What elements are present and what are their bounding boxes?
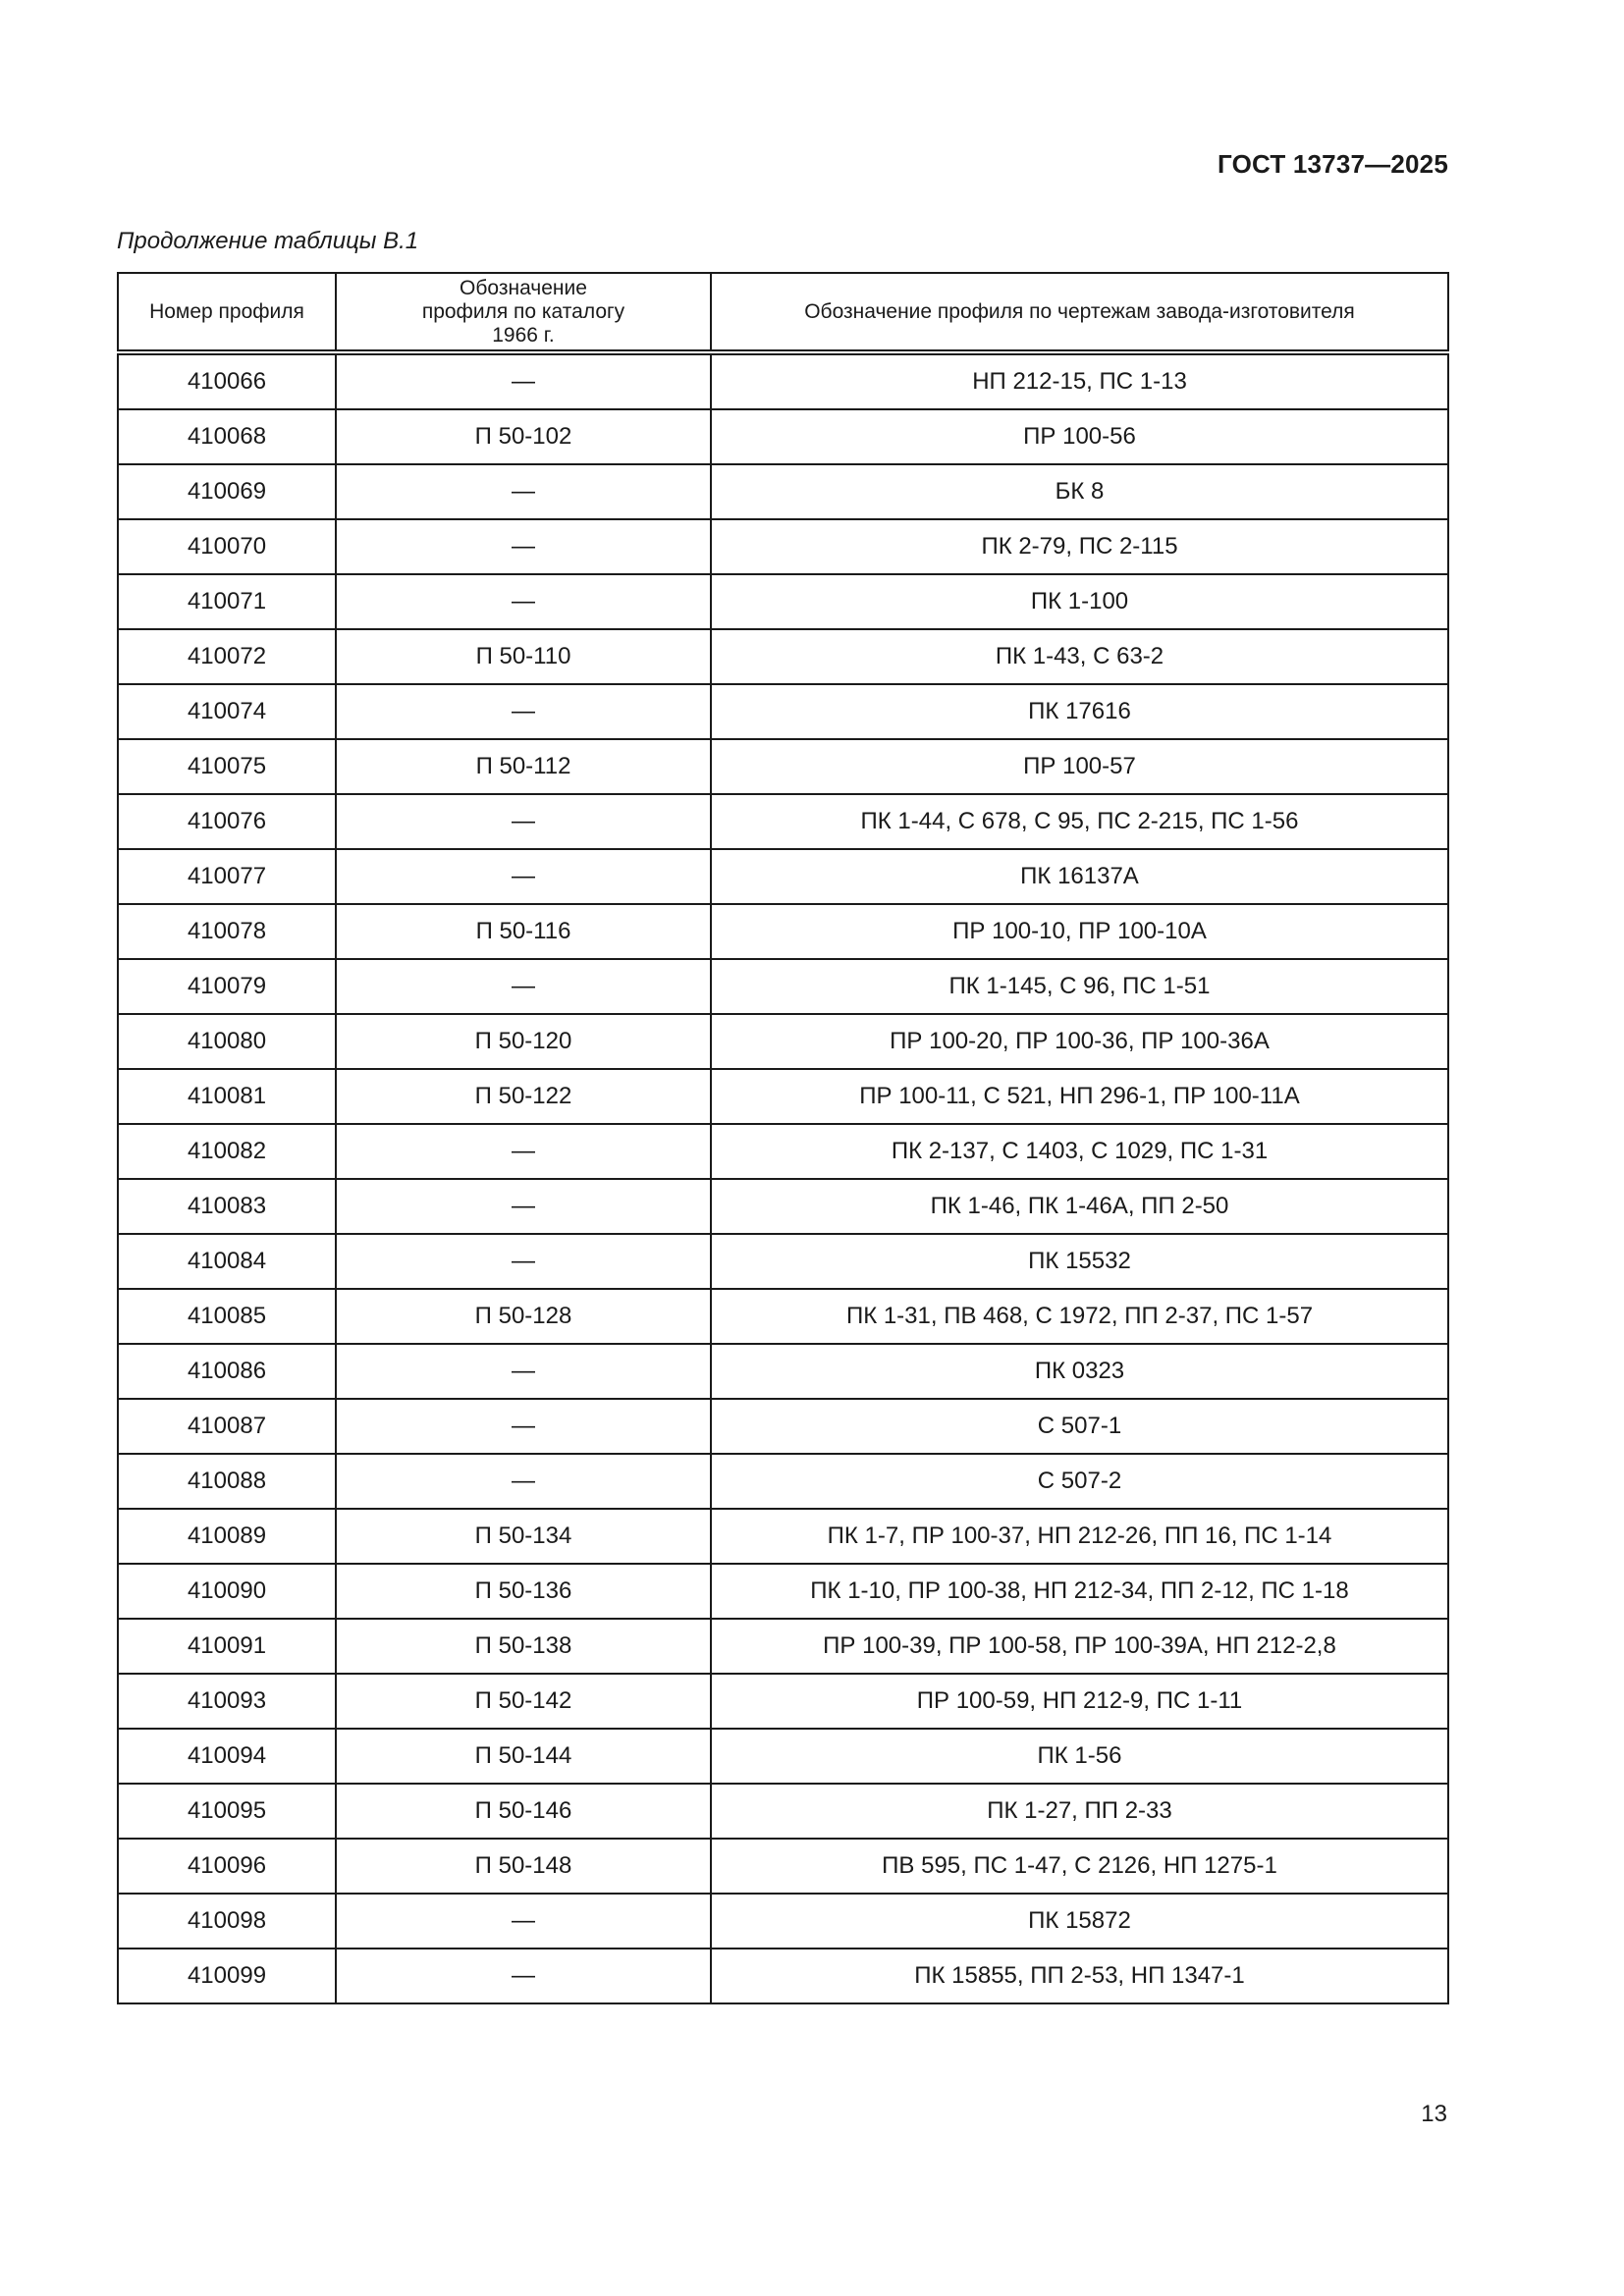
factory-drawing-cell: ПК 17616 [711, 684, 1448, 739]
profile-number-cell: 410071 [118, 574, 336, 629]
catalog-1966-cell: П 50-134 [336, 1509, 711, 1564]
profile-number-cell: 410084 [118, 1234, 336, 1289]
catalog-1966-cell: — [336, 959, 711, 1014]
profile-number-cell: 410088 [118, 1454, 336, 1509]
table-row [118, 739, 1448, 794]
factory-drawing-cell: ПК 15532 [711, 1234, 1448, 1289]
table-row [118, 1839, 1448, 1894]
table-body [118, 352, 1448, 2003]
catalog-1966-cell: П 50-144 [336, 1729, 711, 1784]
factory-drawing-cell: ПК 1-31, ПВ 468, С 1972, ПП 2-37, ПС 1-57 [711, 1289, 1448, 1344]
profile-number-cell: 410090 [118, 1564, 336, 1619]
factory-drawing-cell: ПК 1-44, С 678, С 95, ПС 2-215, ПС 1-56 [711, 794, 1448, 849]
catalog-1966-cell: — [336, 1124, 711, 1179]
table-row [118, 1344, 1448, 1399]
table-row [118, 1069, 1448, 1124]
table-row [118, 794, 1448, 849]
profile-number-cell: 410081 [118, 1069, 336, 1124]
catalog-1966-cell: — [336, 684, 711, 739]
column-header-factory-drawings: Обозначение профиля по чертежам завода-изготовителя [711, 273, 1448, 352]
profile-number-cell: 410085 [118, 1289, 336, 1344]
profile-number-cell: 410082 [118, 1124, 336, 1179]
factory-drawing-cell: С 507-1 [711, 1399, 1448, 1454]
factory-drawing-cell: ПР 100-39, ПР 100-58, ПР 100-39А, НП 212-2,8 [711, 1619, 1448, 1674]
factory-drawing-cell: ПК 1-100 [711, 574, 1448, 629]
table-row [118, 1289, 1448, 1344]
table-row [118, 904, 1448, 959]
catalog-1966-cell: — [336, 1179, 711, 1234]
column-header-profile-number: Номер профиля [118, 273, 336, 352]
catalog-1966-cell: П 50-112 [336, 739, 711, 794]
factory-drawing-cell: НП 212-15, ПС 1-13 [711, 352, 1448, 409]
factory-drawing-cell: ПК 2-137, С 1403, С 1029, ПС 1-31 [711, 1124, 1448, 1179]
factory-drawing-cell: ПК 15872 [711, 1894, 1448, 1949]
profiles-table [117, 272, 1449, 2004]
table-row [118, 409, 1448, 464]
column-header-catalog-1966-text: Обозначение профиля по каталогу 1966 г. [421, 276, 625, 347]
profile-number-cell: 410086 [118, 1344, 336, 1399]
table-row [118, 629, 1448, 684]
catalog-1966-cell: — [336, 1344, 711, 1399]
profile-number-cell: 410098 [118, 1894, 336, 1949]
document-code: ГОСТ 13737—2025 [1218, 149, 1448, 179]
catalog-1966-cell: — [336, 574, 711, 629]
factory-drawing-cell: ПР 100-57 [711, 739, 1448, 794]
factory-drawing-cell: ПК 1-46, ПК 1-46А, ПП 2-50 [711, 1179, 1448, 1234]
factory-drawing-cell: ПК 1-145, С 96, ПС 1-51 [711, 959, 1448, 1014]
factory-drawing-cell: ПК 15855, ПП 2-53, НП 1347-1 [711, 1949, 1448, 2003]
factory-drawing-cell: ПК 1-10, ПР 100-38, НП 212-34, ПП 2-12, ПС 1-18 [711, 1564, 1448, 1619]
table-row [118, 1564, 1448, 1619]
profile-number-cell: 410080 [118, 1014, 336, 1069]
profile-number-cell: 410077 [118, 849, 336, 904]
profile-number-cell: 410068 [118, 409, 336, 464]
factory-drawing-cell: ПК 2-79, ПС 2-115 [711, 519, 1448, 574]
profile-number-cell: 410079 [118, 959, 336, 1014]
profile-number-cell: 410076 [118, 794, 336, 849]
profile-number-cell: 410083 [118, 1179, 336, 1234]
factory-drawing-cell: ПК 1-56 [711, 1729, 1448, 1784]
catalog-1966-cell: П 50-146 [336, 1784, 711, 1839]
catalog-1966-cell: П 50-120 [336, 1014, 711, 1069]
table-row [118, 1619, 1448, 1674]
catalog-1966-cell: — [336, 794, 711, 849]
catalog-1966-cell: — [336, 464, 711, 519]
catalog-1966-cell: П 50-148 [336, 1839, 711, 1894]
table-row [118, 1399, 1448, 1454]
profile-number-cell: 410066 [118, 352, 336, 409]
table-row [118, 1509, 1448, 1564]
factory-drawing-cell: ПР 100-20, ПР 100-36, ПР 100-36А [711, 1014, 1448, 1069]
table-row [118, 1674, 1448, 1729]
column-header-catalog-1966 [336, 273, 711, 352]
catalog-1966-cell: П 50-142 [336, 1674, 711, 1729]
profile-number-cell: 410074 [118, 684, 336, 739]
table-row [118, 464, 1448, 519]
catalog-1966-cell: П 50-102 [336, 409, 711, 464]
profile-number-cell: 410091 [118, 1619, 336, 1674]
factory-drawing-cell: ПК 1-43, С 63-2 [711, 629, 1448, 684]
header-row [118, 273, 1448, 352]
table-row [118, 684, 1448, 739]
profile-number-cell: 410075 [118, 739, 336, 794]
profile-number-cell: 410089 [118, 1509, 336, 1564]
profile-number-cell: 410087 [118, 1399, 336, 1454]
catalog-1966-cell: — [336, 849, 711, 904]
profile-number-cell: 410099 [118, 1949, 336, 2003]
catalog-1966-cell: — [336, 1894, 711, 1949]
table-row [118, 1234, 1448, 1289]
catalog-1966-cell: П 50-136 [336, 1564, 711, 1619]
catalog-1966-cell: — [336, 1399, 711, 1454]
catalog-1966-cell: П 50-138 [336, 1619, 711, 1674]
table-row [118, 1124, 1448, 1179]
table-row [118, 1729, 1448, 1784]
catalog-1966-cell: П 50-110 [336, 629, 711, 684]
table-header [118, 273, 1448, 352]
catalog-1966-cell: — [336, 519, 711, 574]
table-row [118, 849, 1448, 904]
profile-number-cell: 410096 [118, 1839, 336, 1894]
profile-number-cell: 410069 [118, 464, 336, 519]
table-row [118, 1014, 1448, 1069]
table-row [118, 1784, 1448, 1839]
catalog-1966-cell: П 50-116 [336, 904, 711, 959]
factory-drawing-cell: С 507-2 [711, 1454, 1448, 1509]
profile-number-cell: 410078 [118, 904, 336, 959]
page-number: 13 [1421, 2101, 1447, 2127]
table-row [118, 1179, 1448, 1234]
profile-number-cell: 410094 [118, 1729, 336, 1784]
table-row [118, 959, 1448, 1014]
table-row [118, 1454, 1448, 1509]
catalog-1966-cell: П 50-122 [336, 1069, 711, 1124]
table-row [118, 1894, 1448, 1949]
catalog-1966-cell: — [336, 352, 711, 409]
factory-drawing-cell: ПК 1-7, ПР 100-37, НП 212-26, ПП 16, ПС 1-14 [711, 1509, 1448, 1564]
factory-drawing-cell: ПР 100-11, С 521, НП 296-1, ПР 100-11А [711, 1069, 1448, 1124]
factory-drawing-cell: ПР 100-59, НП 212-9, ПС 1-11 [711, 1674, 1448, 1729]
factory-drawing-cell: ПР 100-10, ПР 100-10А [711, 904, 1448, 959]
factory-drawing-cell: ПР 100-56 [711, 409, 1448, 464]
factory-drawing-cell: ПК 0323 [711, 1344, 1448, 1399]
catalog-1966-cell: П 50-128 [336, 1289, 711, 1344]
profile-number-cell: 410072 [118, 629, 336, 684]
table-row [118, 1949, 1448, 2003]
table-row [118, 352, 1448, 409]
table-row [118, 574, 1448, 629]
profile-number-cell: 410070 [118, 519, 336, 574]
profile-number-cell: 410093 [118, 1674, 336, 1729]
catalog-1966-cell: — [336, 1949, 711, 2003]
factory-drawing-cell: ПК 1-27, ПП 2-33 [711, 1784, 1448, 1839]
catalog-1966-cell: — [336, 1454, 711, 1509]
table-caption: Продолжение таблицы В.1 [117, 228, 419, 254]
profile-number-cell: 410095 [118, 1784, 336, 1839]
factory-drawing-cell: ПК 16137А [711, 849, 1448, 904]
factory-drawing-cell: БК 8 [711, 464, 1448, 519]
catalog-1966-cell: — [336, 1234, 711, 1289]
table-row [118, 519, 1448, 574]
factory-drawing-cell: ПВ 595, ПС 1-47, С 2126, НП 1275-1 [711, 1839, 1448, 1894]
